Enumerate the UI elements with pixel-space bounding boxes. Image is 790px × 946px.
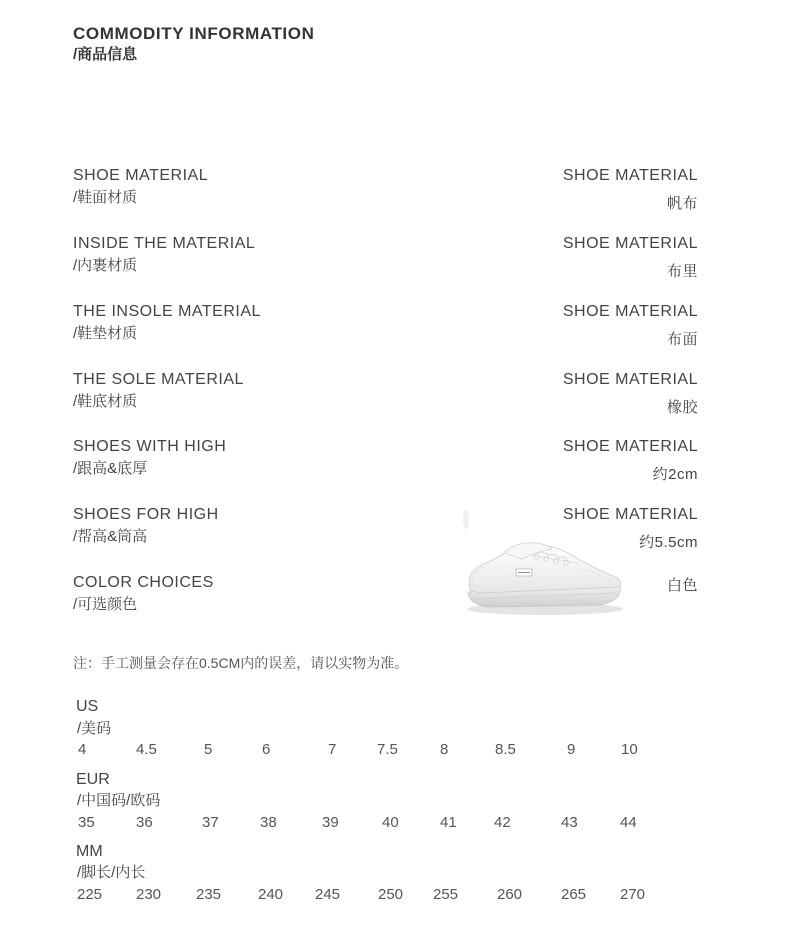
spec-row-sole <box>0 371 790 431</box>
size-cell: 37 <box>202 814 219 831</box>
size-cell: 4.5 <box>136 741 157 758</box>
section-title-cn: /商品信息 <box>73 46 138 63</box>
size-cell: 8.5 <box>495 741 516 758</box>
spec-row-shaft <box>0 506 790 566</box>
spec-label: THE INSOLE MATERIAL <box>73 303 261 320</box>
spec-label-cn: /可选颜色 <box>73 596 138 613</box>
spec-label-cn: /帮高&筒高 <box>73 528 148 545</box>
spec-label: SHOES WITH HIGH <box>73 438 227 455</box>
size-cell: 41 <box>440 814 457 831</box>
spec-right-label: SHOE MATERIAL <box>562 506 698 523</box>
size-us-sub: /美码 <box>77 720 112 737</box>
spec-value: 布面 <box>666 331 698 348</box>
size-cell: 7.5 <box>377 741 398 758</box>
size-us-label: US <box>76 698 99 715</box>
spec-row-color <box>0 574 790 634</box>
size-cell: 255 <box>433 886 459 903</box>
size-cell: 6 <box>262 741 271 758</box>
section-title: COMMODITY INFORMATION <box>73 24 315 43</box>
size-cell: 8 <box>440 741 449 758</box>
spec-right-label: SHOE MATERIAL <box>562 438 698 455</box>
size-eur-sub: /中国码/欧码 <box>77 792 161 809</box>
size-cell: 245 <box>315 886 341 903</box>
measurement-note: 注：手工测量会存在0.5CM内的误差，请以实物为准。 <box>73 655 409 671</box>
size-cell: 7 <box>328 741 337 758</box>
size-cell: 225 <box>77 886 103 903</box>
spec-row-upper <box>0 167 790 227</box>
spec-label: COLOR CHOICES <box>73 574 214 591</box>
spec-row-lining <box>0 235 790 295</box>
spec-label: SHOE MATERIAL <box>73 167 209 184</box>
size-cell: 36 <box>136 814 153 831</box>
spec-row-insole <box>0 303 790 363</box>
size-cell: 265 <box>561 886 587 903</box>
spec-label-cn: /内裹材质 <box>73 257 138 274</box>
spec-label-cn: /鞋底材质 <box>73 393 138 410</box>
size-cell: 230 <box>136 886 162 903</box>
spec-value: 约2cm <box>652 466 698 483</box>
size-cell: 10 <box>621 741 638 758</box>
size-cell: 38 <box>260 814 277 831</box>
spec-label: INSIDE THE MATERIAL <box>73 235 256 252</box>
size-us-row <box>0 741 790 761</box>
spec-label: SHOES FOR HIGH <box>73 506 219 523</box>
spec-right-label: SHOE MATERIAL <box>562 303 698 320</box>
size-cell: 42 <box>494 814 511 831</box>
spec-label-cn: /鞋面材质 <box>73 189 138 206</box>
size-cell: 240 <box>258 886 284 903</box>
size-mm-row <box>0 886 790 906</box>
spec-value: 橡胶 <box>666 399 698 416</box>
size-cell: 43 <box>561 814 578 831</box>
spec-value: 帆布 <box>666 195 698 212</box>
size-cell: 260 <box>497 886 523 903</box>
spec-right-label: SHOE MATERIAL <box>562 167 698 184</box>
size-cell: 235 <box>196 886 222 903</box>
size-mm-label: MM <box>76 843 103 860</box>
size-cell: 250 <box>378 886 404 903</box>
size-cell: 9 <box>567 741 576 758</box>
product-shoe-image <box>460 505 630 620</box>
size-mm-sub: /脚长/内长 <box>77 864 146 881</box>
size-cell: 35 <box>78 814 95 831</box>
size-cell: 40 <box>382 814 399 831</box>
size-cell: 44 <box>620 814 637 831</box>
spec-value: 白色 <box>666 577 698 594</box>
spec-value: 布里 <box>666 263 698 280</box>
spec-right-label: SHOE MATERIAL <box>562 235 698 252</box>
spec-label: THE SOLE MATERIAL <box>73 371 244 388</box>
spec-row-heel <box>0 438 790 498</box>
size-cell: 5 <box>204 741 213 758</box>
spec-value: 约5.5cm <box>639 534 698 551</box>
size-eur-label: EUR <box>76 771 110 788</box>
size-cell: 39 <box>322 814 339 831</box>
spec-right-label: SHOE MATERIAL <box>562 371 698 388</box>
size-cell: 270 <box>620 886 646 903</box>
spec-label-cn: /鞋垫材质 <box>73 325 138 342</box>
size-eur-row <box>0 814 790 834</box>
spec-label-cn: /跟高&底厚 <box>73 460 148 477</box>
size-cell: 4 <box>78 741 87 758</box>
